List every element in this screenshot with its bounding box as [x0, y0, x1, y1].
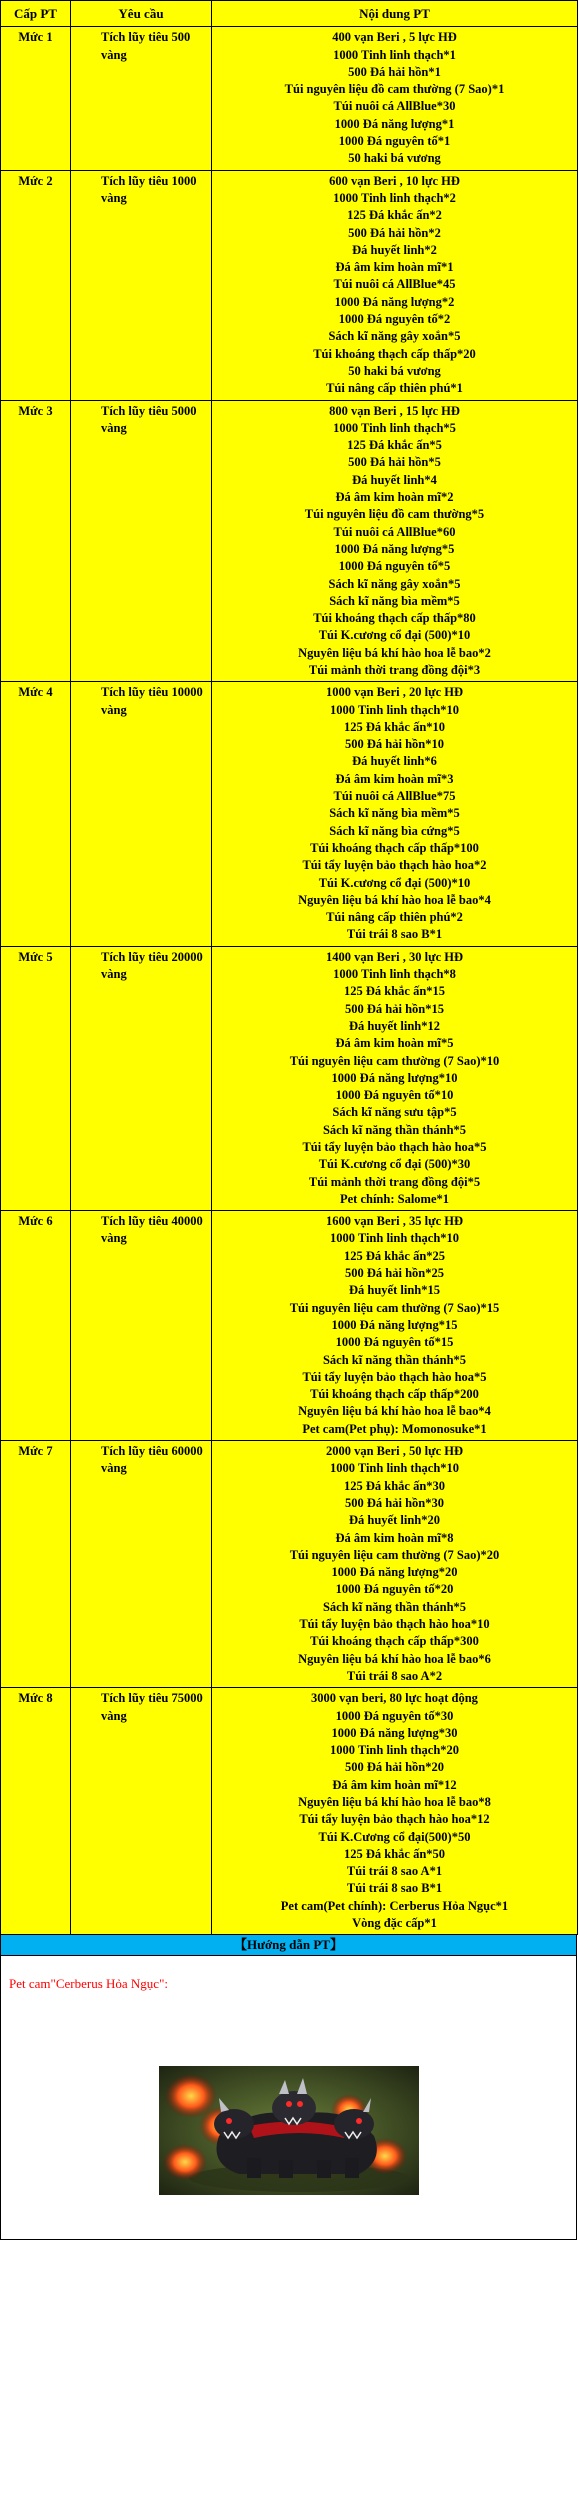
level-cell: Mức 2: [1, 170, 71, 400]
reward-item: Túi K.cương cổ đại (500)*10: [318, 628, 471, 643]
reward-item: 125 Đá khắc ấn*2: [347, 208, 442, 223]
reward-item: Sách kĩ năng thần thánh*5: [322, 1122, 467, 1137]
reward-item: 1000 Đá năng lượng*30: [331, 1725, 458, 1740]
reward-item: Đá âm kim hoàn mĩ*5: [335, 1036, 454, 1051]
reward-item: Túi mảnh thời trang đồng đội*5: [308, 1174, 481, 1189]
header-requirement: Yêu cầu: [71, 1, 212, 27]
reward-item: Đá huyết linh*6: [352, 754, 437, 769]
reward-item: Túi K.cương cổ đại (500)*10: [318, 875, 471, 890]
content-cell: [212, 400, 578, 682]
reward-item: Túi khoáng thạch cấp thấp*80: [313, 611, 476, 626]
reward-item: 2000 vạn Beri , 50 lực HĐ: [325, 1444, 463, 1459]
reward-item: Túi K.cương cổ đại (500)*30: [318, 1157, 471, 1172]
reward-item: 3000 vạn beri, 80 lực hoạt động: [311, 1691, 478, 1706]
reward-item: Nguyên liệu bá khí hào hoa lễ bao*4: [298, 892, 491, 907]
reward-item: 1000 Đá năng lượng*5: [334, 541, 455, 556]
reward-item: 1000 Tinh linh thạch*2: [333, 190, 456, 205]
reward-item: Túi K.Cương cổ đại(500)*50: [318, 1829, 471, 1844]
reward-item: 50 haki bá vương: [348, 151, 441, 166]
reward-item: Túi khoáng thạch cấp thấp*20: [313, 346, 476, 361]
reward-item: Túi nguyên liệu cam thường (7 Sao)*20: [289, 1547, 500, 1562]
requirement-cell: Tích lũy tiêu 75000 vàng: [71, 1688, 212, 1935]
reward-item: 1000 Tinh linh thạch*10: [329, 1461, 460, 1476]
reward-item: Sách kĩ năng thần thánh*5: [322, 1352, 467, 1367]
reward-item: Túi khoáng thạch cấp thấp*100: [310, 840, 479, 855]
guide-title: 【Hướng dẫn PT】: [0, 1935, 577, 1956]
reward-item: 50 haki bá vương: [348, 363, 441, 378]
reward-item: 1000 Đá năng lượng*2: [334, 294, 455, 309]
table-row: [1, 27, 578, 170]
reward-item: Đá âm kim hoàn mĩ*3: [335, 771, 454, 786]
reward-item: Đá âm kim hoàn mĩ*8: [335, 1530, 454, 1545]
reward-item: 1000 Đá năng lượng*15: [331, 1317, 458, 1332]
reward-item: 1000 Đá nguyên tố*10: [335, 1088, 454, 1103]
reward-item: 800 vạn Beri , 15 lực HĐ: [329, 403, 460, 418]
reward-item: Túi nguyên liệu đồ cam thường (7 Sao)*1: [284, 82, 505, 97]
reward-item: 1000 Đá nguyên tố*15: [335, 1335, 454, 1350]
requirement-cell: Tích lũy tiêu 20000 vàng: [71, 946, 212, 1210]
reward-item: Sách kĩ năng bìa mềm*5: [329, 806, 460, 821]
reward-item: Túi tẩy luyện bảo thạch hào hoa*2: [302, 858, 487, 873]
header-row: [1, 1, 578, 27]
reward-item: Túi nguyên liệu cam thường (7 Sao)*10: [289, 1053, 500, 1068]
reward-item: 1000 Tinh linh thạch*10: [329, 702, 460, 717]
reward-item: 400 vạn Beri , 5 lực HĐ: [332, 30, 457, 45]
requirement-cell: Tích lũy tiêu 40000 vàng: [71, 1211, 212, 1441]
reward-item: Nguyên liệu bá khí hào hoa lễ bao*8: [298, 1794, 491, 1809]
reward-item: 500 Đá hải hồn*5: [348, 455, 441, 470]
reward-item: Pet cam(Pet phụ): Momonosuke*1: [302, 1421, 487, 1436]
header-content: Nội dung PT: [212, 1, 578, 27]
reward-item: 1000 Đá năng lượng*10: [331, 1070, 458, 1085]
table-row: [1, 682, 578, 946]
content-cell: [212, 170, 578, 400]
table-row: [1, 946, 578, 1210]
reward-item: Đá huyết linh*20: [349, 1513, 440, 1528]
reward-item: 125 Đá khắc ấn*10: [343, 719, 446, 734]
reward-item: 1400 vạn Beri , 30 lực HĐ: [325, 949, 463, 964]
reward-item: 125 Đá khắc ấn*15: [343, 984, 446, 999]
reward-item: 125 Đá khắc ấn*5: [347, 438, 442, 453]
table-row: [1, 1211, 578, 1441]
content-cell: [212, 27, 578, 170]
header-level: Cấp PT: [1, 1, 71, 27]
level-cell: Mức 5: [1, 946, 71, 1210]
reward-item: 1600 vạn Beri , 35 lực HĐ: [325, 1214, 463, 1229]
reward-item: 500 Đá hải hồn*30: [345, 1495, 444, 1510]
reward-item: Đá huyết linh*12: [349, 1018, 440, 1033]
reward-item: 1000 Đá nguyên tố*20: [335, 1582, 454, 1597]
reward-item: 1000 Tinh linh thạch*20: [329, 1743, 460, 1758]
content-cell: [212, 1441, 578, 1688]
reward-item: Đá âm kim hoàn mĩ*2: [335, 490, 454, 505]
reward-item: 500 Đá hải hồn*10: [345, 737, 444, 752]
reward-item: 500 Đá hải hồn*15: [345, 1001, 444, 1016]
requirement-cell: Tích lũy tiêu 60000 vàng: [71, 1441, 212, 1688]
reward-item: Túi nâng cấp thiên phú*2: [326, 910, 463, 925]
table-row: [1, 1441, 578, 1688]
reward-item: Sách kĩ năng gây xoắn*5: [328, 576, 461, 591]
level-cell: Mức 1: [1, 27, 71, 170]
table-row: [1, 170, 578, 400]
content-cell: [212, 946, 578, 1210]
content-cell: [212, 1211, 578, 1441]
requirement-cell: Tích lũy tiêu 10000 vàng: [71, 682, 212, 946]
level-cell: Mức 7: [1, 1441, 71, 1688]
reward-item: Đá huyết linh*4: [352, 472, 437, 487]
reward-item: Túi nuôi cá AllBlue*45: [333, 277, 456, 292]
reward-item: 125 Đá khắc ấn*50: [343, 1846, 446, 1861]
cerberus-pet-image: [159, 2066, 419, 2195]
reward-item: Sách kĩ năng thần thánh*5: [322, 1599, 467, 1614]
reward-item: Pet cam(Pet chính): Cerberus Hỏa Ngục*1: [280, 1898, 509, 1913]
reward-item: Túi tẩy luyện bảo thạch hào hoa*5: [302, 1369, 487, 1384]
requirement-cell: Tích lũy tiêu 500 vàng: [71, 27, 212, 170]
reward-item: Túi nuôi cá AllBlue*75: [333, 789, 456, 804]
reward-item: Sách kĩ năng sưu tập*5: [332, 1105, 457, 1120]
reward-item: Túi trái 8 sao A*2: [346, 1668, 443, 1683]
reward-item: Túi trái 8 sao B*1: [346, 1881, 443, 1896]
reward-item: Túi nuôi cá AllBlue*60: [333, 524, 456, 539]
reward-item: Đá huyết linh*15: [349, 1283, 440, 1298]
reward-item: Túi tẩy luyện bảo thạch hào hoa*12: [299, 1812, 490, 1827]
reward-item: Túi trái 8 sao B*1: [346, 927, 443, 942]
reward-item: Sách kĩ năng gây xoắn*5: [328, 329, 461, 344]
reward-item: Túi trái 8 sao A*1: [346, 1864, 443, 1879]
guide-section: [0, 1956, 577, 2240]
reward-item: 1000 Đá năng lượng*20: [331, 1565, 458, 1580]
reward-item: 500 Đá hải hồn*1: [348, 64, 441, 79]
level-cell: Mức 4: [1, 682, 71, 946]
reward-item: 1000 Đá nguyên tố*1: [338, 134, 451, 149]
reward-item: Sách kĩ năng bìa cứng*5: [329, 823, 460, 838]
level-cell: Mức 3: [1, 400, 71, 682]
reward-item: Túi nâng cấp thiên phú*1: [326, 381, 463, 396]
reward-item: 1000 vạn Beri , 20 lực HĐ: [325, 685, 463, 700]
level-cell: Mức 8: [1, 1688, 71, 1935]
reward-item: Đá âm kim hoàn mĩ*12: [332, 1777, 457, 1792]
reward-item: Đá âm kim hoàn mĩ*1: [335, 260, 454, 275]
reward-item: Túi mảnh thời trang đồng đội*3: [308, 662, 481, 677]
reward-item: Túi nguyên liệu cam thường (7 Sao)*15: [289, 1300, 500, 1315]
reward-item: 500 Đá hải hồn*25: [345, 1266, 444, 1281]
reward-item: 500 Đá hải hồn*20: [345, 1760, 444, 1775]
level-cell: Mức 6: [1, 1211, 71, 1441]
reward-item: Nguyên liệu bá khí hào hoa lễ bao*2: [298, 645, 491, 660]
reward-item: Nguyên liệu bá khí hào hoa lễ bao*6: [298, 1651, 491, 1666]
reward-item: Túi nguyên liệu đồ cam thường*5: [304, 507, 485, 522]
reward-item: Túi tẩy luyện bảo thạch hào hoa*10: [299, 1617, 490, 1632]
reward-item: 125 Đá khắc ấn*30: [343, 1478, 446, 1493]
reward-item: Túi nuôi cá AllBlue*30: [333, 99, 456, 114]
reward-item: Túi tẩy luyện bảo thạch hào hoa*5: [302, 1140, 487, 1154]
table-row: [1, 400, 578, 682]
reward-item: 500 Đá hải hồn*2: [348, 225, 441, 240]
requirement-cell: Tích lũy tiêu 1000 vàng: [71, 170, 212, 400]
pet-label: Pet cam"Cerberus Hỏa Ngục":: [9, 1976, 168, 1992]
reward-item: Túi khoáng thạch cấp thấp*300: [310, 1634, 479, 1649]
reward-item: Nguyên liệu bá khí hào hoa lễ bao*4: [298, 1404, 491, 1419]
reward-item: Pet chính: Salome*1: [339, 1191, 450, 1206]
content-cell: [212, 682, 578, 946]
reward-item: 1000 Đá nguyên tố*30: [335, 1708, 454, 1723]
reward-item: Túi khoáng thạch cấp thấp*200: [310, 1387, 479, 1402]
requirement-cell: Tích lũy tiêu 5000 vàng: [71, 400, 212, 682]
reward-item: 1000 Tinh linh thạch*8: [333, 967, 456, 982]
reward-item: 1000 Đá nguyên tố*2: [338, 312, 451, 327]
content-cell: [212, 1688, 578, 1935]
reward-item: Đá huyết linh*2: [352, 242, 437, 257]
table-row: [1, 1688, 578, 1935]
reward-item: Vòng đặc cấp*1: [352, 1916, 437, 1931]
reward-item: 1000 Đá năng lượng*1: [334, 116, 455, 131]
reward-item: 600 vạn Beri , 10 lực HĐ: [329, 173, 460, 188]
reward-item: 1000 Đá nguyên tố*5: [338, 559, 451, 574]
reward-item: 1000 Tinh linh thạch*5: [333, 420, 456, 435]
reward-item: Sách kĩ năng bìa mềm*5: [329, 593, 460, 608]
reward-item: 125 Đá khắc ấn*25: [343, 1248, 446, 1263]
reward-item: 1000 Tinh linh thạch*10: [329, 1231, 460, 1246]
reward-item: 1000 Tinh linh thạch*1: [333, 47, 456, 62]
